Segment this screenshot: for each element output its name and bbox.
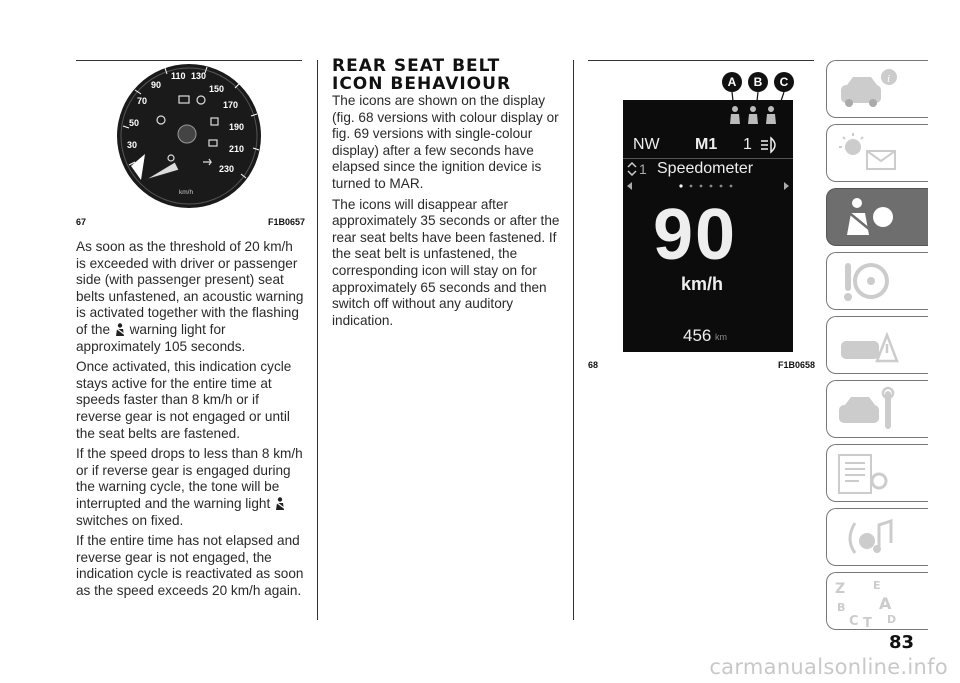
paragraph-1: [76, 239, 306, 355]
top-rule-right: [588, 60, 814, 61]
callout-b: B: [753, 75, 763, 89]
gauge-label-210: 210: [229, 144, 245, 154]
gauge-label-50: 50: [129, 118, 140, 128]
page-dots: [623, 180, 793, 192]
svg-text:B: B: [837, 601, 846, 614]
tab-driving[interactable]: [826, 252, 928, 310]
seat-belt-airbag-icon: [827, 189, 929, 247]
gauge-label-150: 150: [209, 84, 225, 94]
seat-belt-warning-icon: [274, 497, 286, 511]
callout-c: C: [779, 75, 789, 89]
section-heading: REAR SEAT BELT ICON BEHAVIOUR: [332, 56, 512, 94]
gauge-label-230: 230: [219, 164, 235, 174]
speedometer-gauge-figure: [115, 62, 263, 210]
gauge-unit: km/h: [179, 189, 194, 196]
car-info-icon: [827, 61, 929, 119]
speed-value: 90: [653, 195, 738, 275]
steering-wheel-icon: [827, 253, 929, 311]
menu-scroll-icon: [627, 162, 637, 176]
tab-technical-data[interactable]: [826, 444, 928, 502]
odometer-value: 456: [683, 326, 712, 345]
middle-paragraph-1: The icons are shown on the display (fig. 68 versions with colour display or fig. 69 versions with single-colour display) after a few seconds have elapsed since the ignition device is turned to MAR.: [332, 93, 559, 191]
svg-text:Z: Z: [835, 581, 846, 597]
figure-68-number: 68: [588, 360, 599, 370]
top-rule-left: [76, 60, 302, 61]
gauge-label-170: 170: [223, 100, 239, 110]
emergency-icon: [827, 317, 929, 375]
tab-safety[interactable]: [826, 188, 928, 246]
chapter-tabs: [826, 60, 930, 636]
menu-title: Speedometer: [657, 160, 754, 177]
drive-mode: M1: [695, 136, 718, 153]
figure-67-code: F1B0657: [268, 217, 306, 227]
middle-column-text: [332, 93, 562, 333]
svg-text:i: i: [887, 73, 891, 85]
tab-index[interactable]: [826, 572, 928, 630]
instrument-display: [623, 100, 793, 352]
display-divider: [623, 158, 793, 159]
rear-seat-belt-icons: [727, 104, 787, 128]
paragraph-4: If the entire time has not elapsed and reverse gear is not engaged, the indication cycle is reactivated as soon as the speed exceeds 20 km/h again.: [76, 533, 304, 598]
gear-indicator: 1: [743, 136, 752, 153]
paragraph-3-before: If the speed drops to less than 8 km/h or if reverse gear is engaged during the warning cycle, the tone will be interrupted and the warning light: [76, 446, 303, 511]
tab-car-info[interactable]: [826, 60, 928, 118]
gauge-label-90: 90: [151, 80, 162, 90]
callout-a: A: [727, 75, 737, 89]
svg-text:T: T: [863, 616, 872, 631]
watermark: carmanualsonline.info: [709, 655, 948, 679]
index-icon: [827, 573, 929, 631]
column-divider-1: [317, 60, 318, 620]
tab-multimedia[interactable]: [826, 508, 928, 566]
tab-warning-lights[interactable]: [826, 124, 928, 182]
maintenance-icon: [827, 381, 929, 439]
odometer-unit: km: [715, 332, 727, 342]
paragraph-2: Once activated, this indication cycle stays active for the entire time at speeds faster than 8 km/h or if reverse gear is not engaged or until the seat belts are fastened.: [76, 359, 292, 441]
paragraph-3: [76, 446, 306, 529]
left-column-text: [76, 239, 306, 603]
paragraph-1-after: warning light for approximately 105 seconds.: [76, 321, 246, 354]
middle-paragraph-2: The icons will disappear after approximately 35 seconds or after the rear seat belts have been fastened. If the seat belt is unfastened, the corresponding icon will stay on for approximately 65 seconds and then switch off without any auditory indication.: [332, 196, 560, 328]
svg-text:A: A: [879, 594, 892, 613]
gauge-label-30: 30: [127, 140, 138, 150]
technical-data-icon: [827, 445, 929, 503]
headlight-icon: [759, 136, 781, 154]
figure-67-number: 67: [76, 217, 87, 227]
tab-maintenance[interactable]: [826, 380, 928, 438]
svg-text:D: D: [887, 613, 897, 626]
tab-emergency[interactable]: [826, 316, 928, 374]
warning-lights-icon: [827, 125, 929, 183]
gauge-label-70: 70: [137, 96, 148, 106]
page-number: 83: [888, 632, 914, 653]
paragraph-3-after: switches on fixed.: [76, 512, 184, 528]
speed-unit: km/h: [681, 274, 724, 294]
gauge-label-130: 130: [191, 71, 207, 81]
figure-68-code: F1B0658: [778, 360, 816, 370]
heading-indicator: NW: [633, 136, 660, 153]
seat-belt-warning-icon: [114, 323, 126, 337]
svg-text:C: C: [849, 614, 859, 629]
gauge-label-110: 110: [171, 71, 186, 81]
gauge-label-190: 190: [229, 122, 245, 132]
paragraph-1-before: As soon as the threshold of 20 km/h is exceeded with driver or passenger side (with passenger present) seat belts unfastened, an acoustic warning is activated together with the flashing of the: [76, 239, 304, 337]
svg-text:E: E: [873, 579, 881, 592]
column-divider-2: [573, 60, 574, 620]
multimedia-icon: [827, 509, 929, 567]
menu-index: 1: [639, 161, 647, 177]
